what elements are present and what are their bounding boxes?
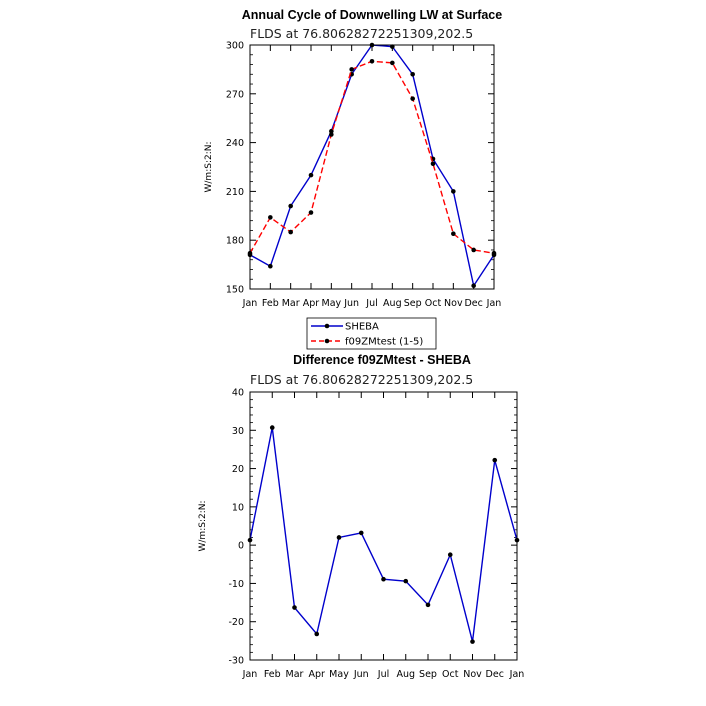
data-point: [410, 96, 415, 101]
chart2-y-axis-label: W/m:S:2:N:: [198, 500, 208, 552]
data-point: [471, 283, 476, 288]
data-point: [288, 204, 293, 209]
data-point: [270, 425, 275, 430]
data-point: [309, 210, 314, 215]
x-tick-label: May: [321, 298, 342, 309]
x-tick-label: Feb: [263, 669, 281, 680]
x-tick-label: Feb: [261, 298, 279, 309]
data-point: [431, 161, 436, 166]
chart1-y-axis-label: W/m:S:2:N:: [204, 141, 214, 193]
x-tick-label: Jun: [353, 669, 369, 680]
x-tick-label: Jan: [486, 298, 502, 309]
x-tick-label: Jan: [242, 298, 258, 309]
data-point: [309, 173, 314, 178]
data-point: [337, 535, 342, 540]
data-point: [381, 577, 386, 582]
y-tick-label: 30: [231, 425, 244, 437]
data-point: [370, 59, 375, 64]
data-point: [426, 603, 431, 608]
y-tick-label: 180: [225, 235, 244, 247]
y-tick-label: 210: [225, 186, 244, 198]
series-line-1: [250, 61, 494, 253]
y-tick-label: 40: [231, 387, 244, 399]
data-point: [471, 248, 476, 253]
series-line-0: [250, 428, 517, 642]
y-tick-label: 300: [225, 40, 244, 52]
data-point: [268, 215, 273, 220]
data-point: [492, 458, 497, 463]
data-point: [268, 264, 273, 269]
legend-f09-marker: [325, 339, 330, 344]
x-tick-label: Sep: [419, 669, 437, 680]
data-point: [403, 579, 408, 584]
chart2-title: Difference f09ZMtest - SHEBA: [293, 353, 471, 367]
chart1-legend: [307, 318, 436, 349]
legend-f09-label: f09ZMtest (1-5): [345, 336, 424, 348]
chart1-title: Annual Cycle of Downwelling LW at Surface: [241, 8, 503, 22]
x-tick-label: Nov: [444, 298, 463, 309]
x-tick-label: Oct: [442, 669, 459, 680]
y-tick-label: -20: [228, 617, 244, 629]
data-point: [470, 639, 475, 644]
x-tick-label: Jan: [509, 669, 525, 680]
x-tick-label: Dec: [485, 669, 504, 680]
x-tick-label: Apr: [302, 298, 320, 309]
x-tick-label: Apr: [308, 669, 325, 680]
y-tick-label: 10: [231, 502, 244, 514]
data-point: [314, 632, 319, 637]
x-tick-label: Aug: [396, 669, 416, 680]
y-tick-label: 240: [225, 138, 244, 150]
x-tick-label: Mar: [281, 298, 300, 309]
series-line-0: [250, 45, 494, 286]
data-point: [451, 189, 456, 194]
data-point: [288, 230, 293, 235]
data-point: [410, 72, 415, 77]
difference-chart: [198, 353, 524, 680]
annual-cycle-chart: [204, 8, 502, 349]
x-tick-label: Oct: [424, 298, 442, 309]
x-tick-label: Sep: [403, 298, 422, 309]
data-point: [349, 67, 354, 72]
y-tick-label: 150: [225, 284, 244, 296]
x-tick-label: May: [329, 669, 349, 680]
y-tick-label: -10: [228, 578, 244, 590]
data-point: [359, 531, 364, 536]
chart1-plot-frame: [250, 45, 494, 289]
x-tick-label: Mar: [285, 669, 304, 680]
chart1-subtitle: FLDS at 76.80628272251309,202.5: [250, 26, 474, 41]
chart2-plot-frame: [250, 392, 517, 660]
y-tick-label: 20: [231, 464, 244, 476]
x-tick-label: Jul: [377, 669, 390, 680]
y-tick-label: 270: [225, 89, 244, 101]
x-tick-label: Dec: [464, 298, 483, 309]
data-point: [329, 132, 334, 137]
legend-sheba-label: SHEBA: [345, 321, 379, 333]
y-tick-label: -30: [228, 655, 244, 667]
x-tick-label: Aug: [383, 298, 402, 309]
chart2-subtitle: FLDS at 76.80628272251309,202.5: [250, 372, 474, 387]
data-point: [292, 605, 297, 610]
data-point: [451, 231, 456, 236]
x-tick-label: Jun: [344, 298, 360, 309]
x-tick-label: Nov: [463, 669, 482, 680]
x-tick-label: Jan: [242, 669, 258, 680]
legend-sheba-marker: [325, 324, 330, 329]
y-tick-label: 0: [237, 540, 244, 552]
data-point: [448, 552, 453, 557]
x-tick-label: Jul: [366, 298, 378, 309]
data-point: [390, 61, 395, 66]
